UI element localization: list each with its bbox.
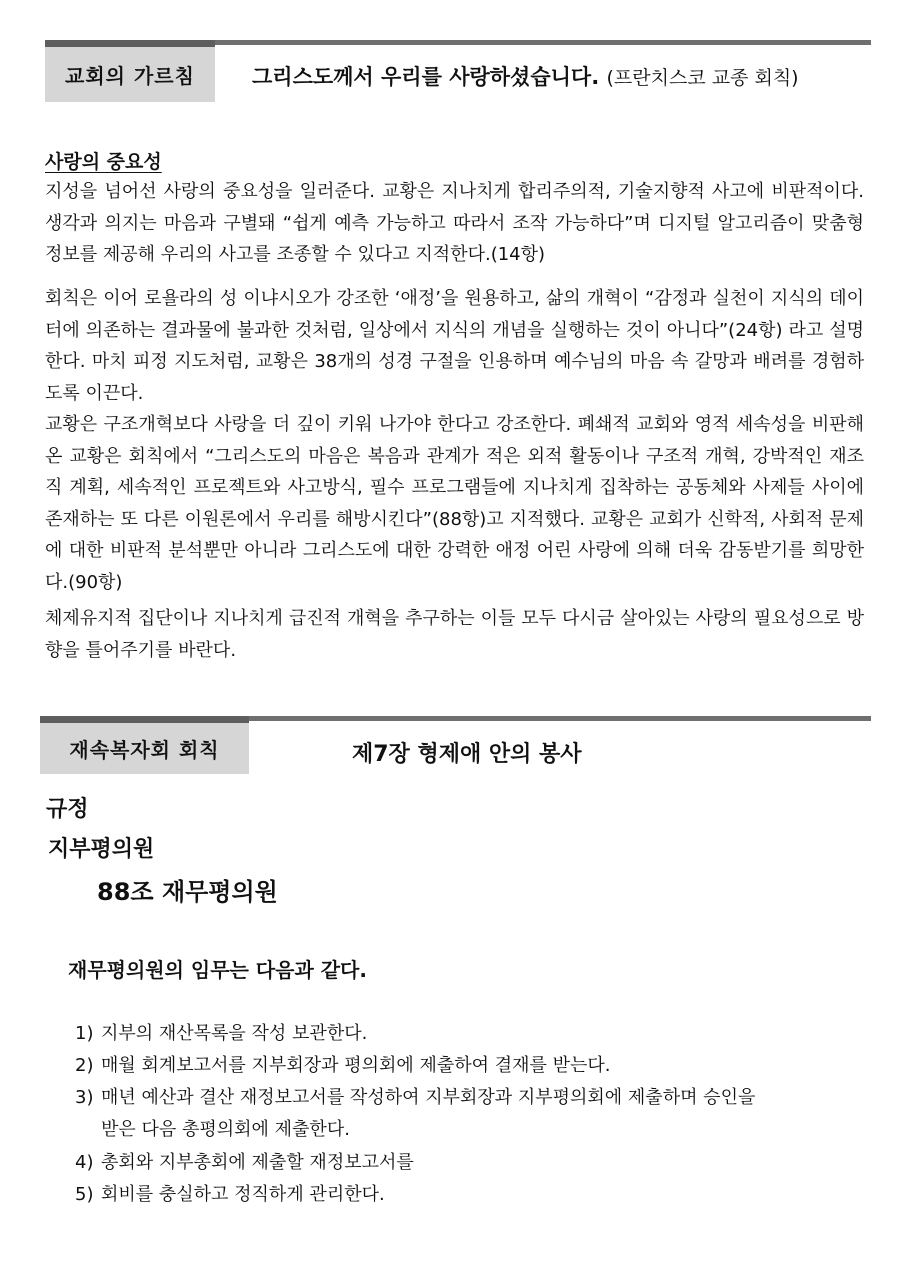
list-item [75,1019,367,1045]
list-item-text: 지부의 재산목록을 작성 보관한다. [101,1023,368,1044]
paragraph-4: 체제유지적 집단이나 지나치게 급진적 개혁을 추구하는 이들 모두 다시금 살아있는 사랑의 필요성으로 방향을 틀어주기를 바란다. [45,608,864,661]
paragraph-3: 교황은 구조개혁보다 사랑을 더 깊이 키워 나가야 한다고 강조한다. 폐쇄적 교회와 영적 세속성을 비판해 온 교황은 회칙에서 “그리스도의 마음은 복음과 관계가 적은 외적 활동이나 구조적 개혁, 강박적인 재조직 계획, 세속적인 프로젝트와 사고방식, 필수 프로그램들에 지나치게 집착하는 공동체와 사제들 사이에 존재하는 또 다른 이원론에서 우리를 해방시킨다”(88항)고 지적했다. 교황은 교회가 신학적, 사회적 문제에 대한 비판적 분석뿐만 아니라 그리스도에 대한 강력한 애정 어린 사랑에 의해 더욱 감동받기를 희망한다.(90항) [45,414,864,593]
list-item [75,1180,385,1206]
section1-title-main: 그리스도께서 우리를 사랑하셨습니다. [252,65,600,89]
paragraph-2: 회칙은 이어 로욜라의 성 이냐시오가 강조한 ‘애정’을 원용하고, 삶의 개혁이 “감정과 실천이 지식의 데이터에 의존하는 결과물에 불과한 것처럼, 일상에서 지식의 개념을 실행하는 것이 아니다”(24항) 라고 설명한다. 마치 피정 지도처럼, 교황은 38개의 성경 구절을 인용하며 예수님의 마음 속 갈망과 배려를 경험하도록 이끈다. [45,288,864,404]
list-item-number: 5) [75,1184,94,1205]
list-item-text: 총회와 지부총회에 제출할 재정보고서를 [101,1152,414,1173]
section1-subtitle: (프란치스코 교종 회칙) [606,67,799,89]
paragraph-1: 지성을 넘어선 사랑의 중요성을 일러준다. 교황은 지나치게 합리주의적, 기술지향적 사고에 비판적이다. 생각과 의지는 마음과 구별돼 “쉽게 예측 가능하고 따라서 조작 가능하다”며 디지털 알고리즘이 맞춤형 정보를 제공해 우리의 사고를 조종할 수 있다고 지적한다.(14항) [45,181,864,265]
list-item-text: 매년 예산과 결산 재정보고서를 작성하여 지부회장과 지부평의회에 제출하며 승인을 [101,1087,756,1108]
section1-heading: 사랑의 중요성 [45,151,162,173]
section1-tab: 교회의 가르침 [45,40,215,102]
list-item [75,1148,414,1174]
list-item-number: 3) [75,1087,94,1108]
list-item [75,1051,611,1077]
list-item-number: 2) [75,1055,94,1076]
section1-header-rule [215,40,871,45]
council-heading: 지부평의원 [48,837,155,862]
list-item [75,1083,755,1109]
section2-title: 제7장 형제애 안의 봉사 [352,742,582,767]
list-item-number: 1) [75,1023,94,1044]
duties-intro: 재무평의원의 임무는 다음과 같다. [68,958,367,982]
section2-header-rule [249,716,871,721]
list-item-continuation: 받은 다음 총평의회에 제출한다. [101,1119,350,1140]
rule-heading: 규정 [46,797,89,822]
list-item-text: 매월 회계보고서를 지부회장과 평의회에 제출하여 결재를 받는다. [101,1055,611,1076]
list-item-text: 회비를 충실하고 정직하게 관리한다. [101,1184,385,1205]
article-heading: 88조 재무평의원 [97,878,278,906]
section2-tab: 재속복자회 회칙 [40,716,249,774]
section1-title [252,61,799,91]
list-item-number: 4) [75,1152,94,1173]
